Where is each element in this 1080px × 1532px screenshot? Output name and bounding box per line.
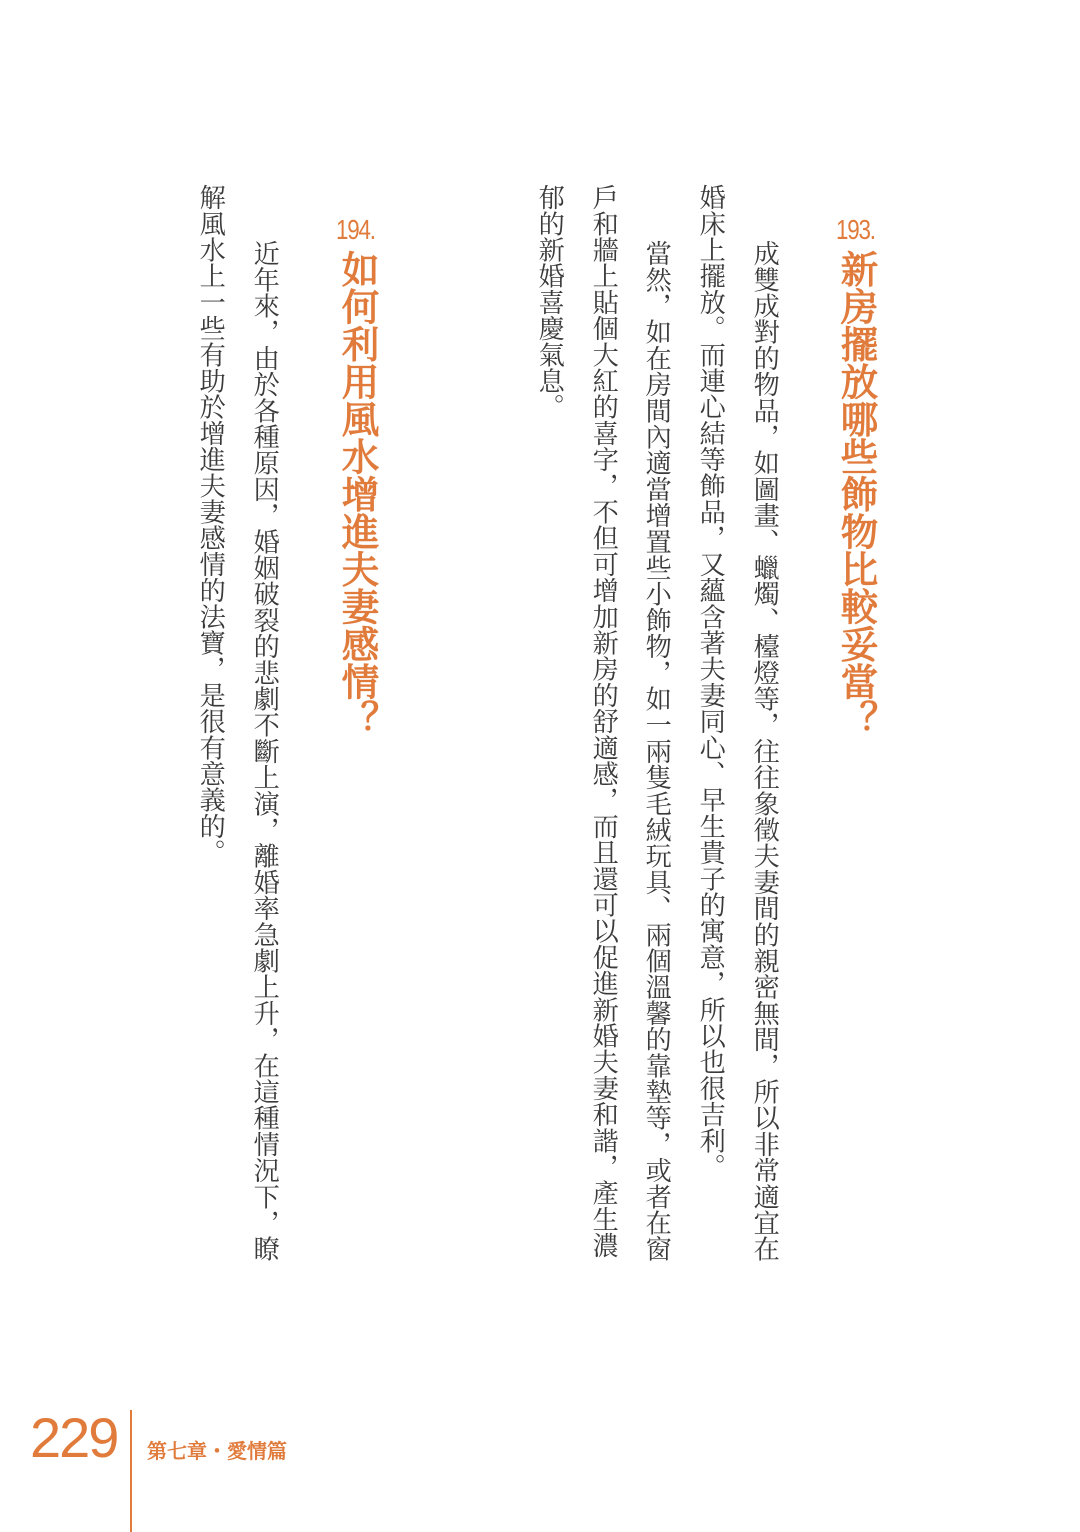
question-number: 194. — [336, 214, 375, 245]
question-title: 新房擺放哪些飾物比較妥當？ — [834, 250, 879, 738]
question-title: 如何利用風水增進夫妻感情？ — [335, 250, 380, 738]
footer-divider — [130, 1410, 132, 1532]
body-text-line: 郁的新婚喜慶氣息。 — [534, 184, 565, 420]
body-text-line: 成雙成對的物品，如圖畫、蠟燭、檯燈等，往往象徵夫妻間的親密無間，所以非常適宜在 — [749, 240, 780, 1262]
body-text-line: 解風水上一些有助於增進夫妻感情的法寶，是很有意義的。 — [195, 184, 226, 866]
page-number: 229 — [30, 1406, 118, 1469]
body-text-line: 當然，如在房間內適當增置些小飾物，如一兩隻毛絨玩具、兩個溫馨的靠墊等，或者在窗 — [641, 240, 672, 1262]
question-number: 193. — [836, 214, 875, 245]
body-text-line: 近年來，由於各種原因，婚姻破裂的悲劇不斷上演，離婚率急劇上升，在這種情況下，瞭 — [249, 240, 280, 1262]
chapter-title: 第七章・愛情篇 — [147, 1439, 287, 1463]
body-text-line: 婚床上擺放。而連心結等飾品，又蘊含著夫妻同心、早生貴子的寓意，所以也很吉利。 — [695, 184, 726, 1180]
body-text-line: 戶和牆上貼個大紅的喜字，不但可增加新房的舒適感，而且還可以促進新婚夫妻和諧，產生濃 — [588, 184, 619, 1259]
